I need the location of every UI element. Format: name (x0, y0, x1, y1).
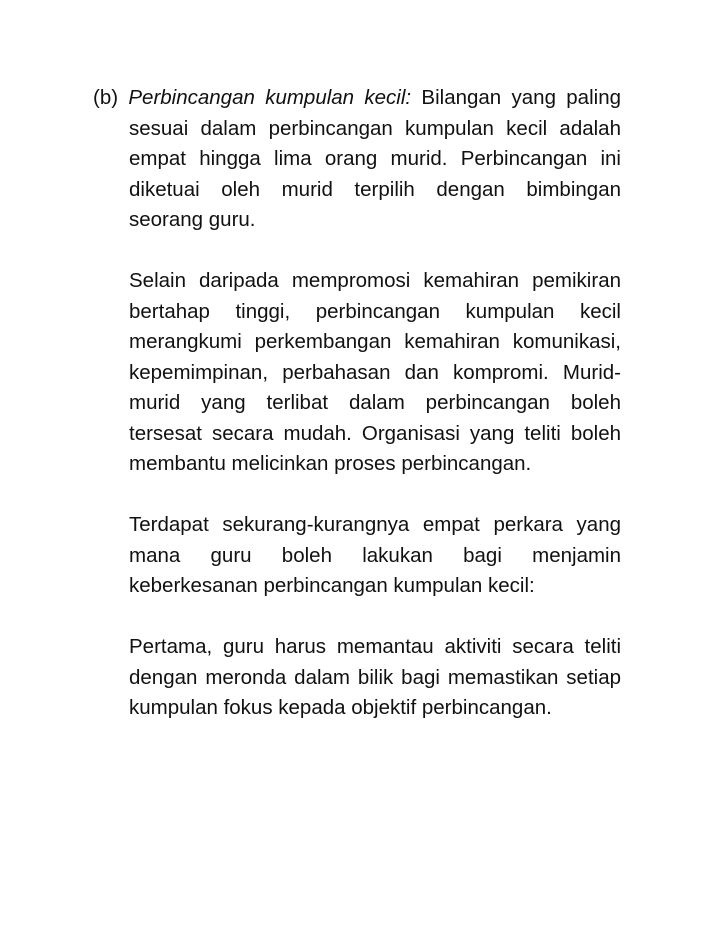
section-intro-text: Bilangan yang paling sesuai dalam perbincangan kumpulan kecil adalah empat hingga lima orang murid. Perbincangan ini diketuai oleh murid terpilih dengan bimbingan seorang guru. (129, 86, 621, 231)
paragraph-section-b (93, 83, 621, 236)
paragraph-four-points: Terdapat sekurang-kurangnya empat perkara yang mana guru boleh lakukan bagi menjamin keberkesanan perbincangan kumpulan kecil: (129, 513, 621, 597)
section-heading: Perbincangan kumpulan kecil: (128, 86, 412, 109)
paragraph-skills: Selain daripada mempromosi kemahiran pemikiran bertahap tinggi, perbincangan kumpulan kecil merangkumi perkembangan kemahiran komunikasi, kepemimpinan, perbahasan dan kompromi. Murid-murid yang terlibat dalam perbincangan boleh tersesat secara mudah. Organisasi yang teliti boleh membantu melicinkan proses perbincangan. (129, 269, 621, 475)
list-marker: (b) (93, 86, 119, 109)
paragraph-first-point: Pertama, guru harus memantau aktiviti secara teliti dengan meronda dalam bilik bagi memastikan setiap kumpulan fokus kepada objektif perbincangan. (129, 635, 621, 719)
document-body (93, 83, 621, 754)
